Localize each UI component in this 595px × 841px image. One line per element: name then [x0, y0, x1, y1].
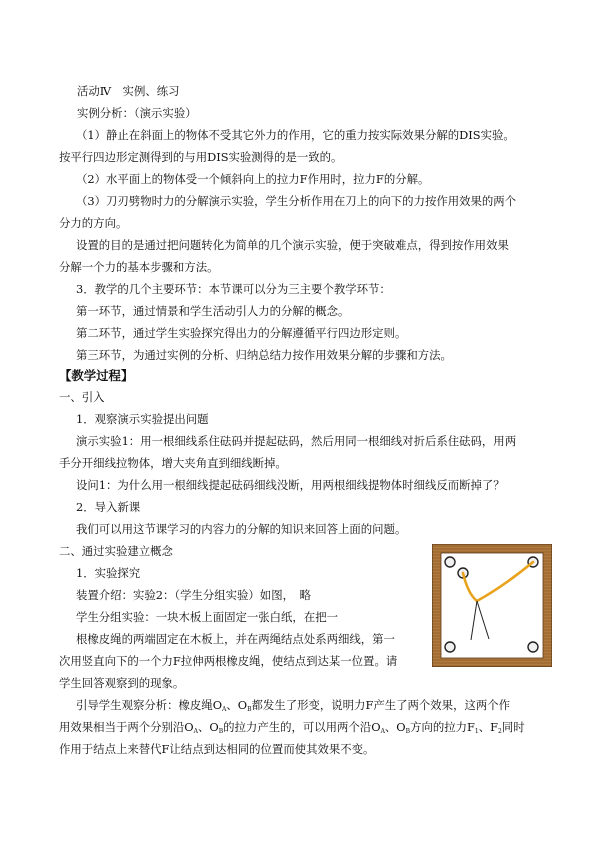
- subscript: B: [247, 706, 252, 713]
- white-paper: [441, 553, 543, 658]
- activity-heading: 活动Ⅳ 实例、练习: [77, 84, 180, 98]
- paragraph-line: 根橡皮绳的两端固定在木板上，并在两绳结点处系两细线，第一: [76, 632, 395, 646]
- paragraph-line: 第三环节，为通过实例的分析、归纳总结力按作用效果分解的步骤和方法。: [76, 348, 452, 362]
- subsection-heading: 1．观察演示实验提出问题: [76, 412, 209, 426]
- paragraph-line: 3．教学的几个主要环节：本节课可以分为三主要个教学环节：: [76, 282, 391, 296]
- text-run: 都发生了形变，说明力F产生了两个效果，这两个作: [251, 698, 511, 712]
- section-heading: 二、通过实验建立概念: [59, 544, 173, 558]
- paragraph-line: 第一环节，通过情景和学生活动引人力的分解的概念。: [76, 304, 350, 318]
- paragraph-line: 我们可以用这节课学习的内容力的分解的知识来回答上面的问题。: [76, 522, 407, 536]
- paragraph-line: [59, 720, 525, 739]
- text-run: 、F: [478, 720, 499, 734]
- subscript: A: [380, 728, 385, 735]
- subsection-heading: 2．导入新课: [76, 500, 141, 514]
- section-heading: 一、引入: [59, 390, 105, 404]
- paragraph-line: 装置介绍：实验2：（学生分组实验）如图， 略: [76, 588, 312, 602]
- subscript: A: [193, 728, 198, 735]
- paragraph-line: 设置的目的是通过把问题转化为简单的几个演示实验，便于突破难点，得到按作用效果: [76, 238, 509, 252]
- subsection-heading: 1．实验探究: [76, 566, 141, 580]
- experiment-board-figure: [432, 544, 552, 667]
- text-run: 引导学生观察分析：橡皮绳O: [76, 698, 223, 712]
- paragraph-line: （2）水平面上的物体受一个倾斜向上的拉力F作用时，拉力F的分解。: [76, 172, 430, 186]
- paragraph-line: 设问1：为什么用一根细线提起砝码细线没断，用两根细线提物体时细线反而断掉了？: [76, 478, 505, 492]
- paragraph-line: [76, 698, 510, 717]
- subscript: 2: [498, 728, 502, 735]
- pin-top-left: [445, 557, 455, 567]
- pin-bottom-right: [528, 642, 538, 652]
- text-run: 同时: [501, 720, 525, 734]
- paragraph-line: 手分开细线拉物体，增大夹角直到细线断掉。: [59, 456, 287, 470]
- text-run: 用效果相当于两个分别沿O: [59, 720, 194, 734]
- paragraph-line: 演示实验1：用一根细线系住砝码并提起砝码，然后用同一根细线对折后系住砝码，用两: [76, 434, 517, 448]
- paragraph-line: 次用竖直向下的一个力F拉伸两根橡皮绳，使结点到达某一位置。请: [59, 654, 398, 668]
- paragraph-line: 学生回答观察到的现象。: [59, 676, 185, 690]
- paragraph-line: 分力的方向。: [59, 216, 128, 230]
- teaching-process-heading: 【教学过程】: [59, 368, 134, 383]
- example-analysis-title: 实例分析：（演示实验）: [77, 106, 197, 120]
- paragraph-line: 学生分组实验：一块木板上面固定一张白纸，在把一: [76, 610, 338, 624]
- paragraph-line: 作用于结点上来替代F让结点到达相同的位置而使其效果不变。: [59, 742, 375, 756]
- text-run: 方向的拉力F: [410, 720, 475, 734]
- paragraph-line: （3）刀刃劈物时力的分解演示实验，学生分析作用在刀上的向下的力按作用效果的两个: [76, 194, 517, 208]
- text-run: 、O: [384, 720, 406, 734]
- subscript: B: [405, 728, 411, 735]
- paragraph-line: 分解一个力的基本步骤和方法。: [59, 260, 219, 274]
- subscript: B: [218, 728, 224, 735]
- paragraph-line: 按平行四边形定测得到的与用DIS实验测得的是一致的。: [59, 150, 343, 164]
- paragraph-line: （1）静止在斜面上的物体不受其它外力的作用，它的重力按实际效果分解的DIS实验。: [76, 128, 515, 142]
- subscript: 1: [474, 728, 479, 735]
- text-run: 、O: [197, 720, 219, 734]
- text-run: 、O: [226, 698, 248, 712]
- paragraph-line: 第二环节，通过学生实验探究得出力的分解遵循平行四边形定则。: [76, 326, 407, 340]
- subscript: A: [222, 706, 227, 713]
- text-run: 的拉力产生的，可以用两个沿O: [223, 720, 381, 734]
- pin-bottom-left: [445, 642, 455, 652]
